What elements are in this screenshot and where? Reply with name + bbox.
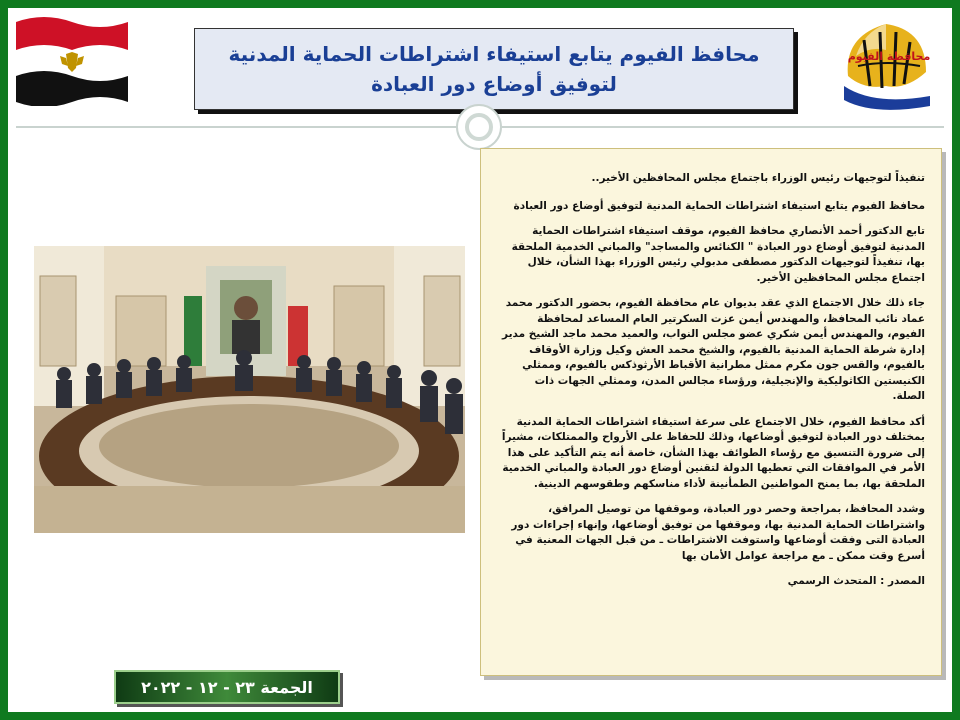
meeting-room-photo [34,246,465,533]
fayoum-governorate-logo [834,16,938,112]
logo-text: محافظة الفيوم [847,50,931,63]
article-paragraph: جاء ذلك خلال الاجتماع الذي عقد بديوان عام محافظة الفيوم، بحضور الدكتور محمد عماد نائب المحافظ، والمهندس أيمن عزت السكرتير العام المساعد لمحافظة الفيوم، والمهندس أيمن شكري عضو مجلس النواب، والعميد محمد ماجد الشيخ مدير إدارة شرطة الحماية المدنية بالفيوم، والشيخ محمد العش وكيل وزارة الأوقاف بالفيوم، والقس جون مكرم ممثل مطرانية الأقباط الأرثوذكس بالفيوم، وممثلي الكنيستين الكاثوليكية والإنجيلية، ورؤساء مجالس المدن، وممثلي الجهات ذات الصلة. [502,297,925,402]
article-source: المصدر : المتحدث الرسمي [787,575,925,587]
date-banner [114,670,340,704]
egypt-flag-icon [16,12,128,106]
divider-ornament-icon [456,104,502,150]
article-subtitle: محافظ الفيوم يتابع استيفاء اشتراطات الحماية المدنية لتوفيق أوضاع دور العبادة [513,199,925,212]
publish-date: الجمعة ٢٣ - ١٢ - ٢٠٢٢ [141,677,313,697]
page-title: محافظ الفيوم يتابع استيفاء اشتراطات الحماية المدنية لتوفيق أوضاع دور العبادة [228,42,760,96]
slide [8,8,952,712]
title-box [194,28,794,110]
article-lead: تنفيذاً لتوجيهات رئيس الوزراء باجتماع مجلس المحافظين الأخير.. [591,172,925,184]
article-card [480,148,942,676]
article-paragraph: أكد محافظ الفيوم، خلال الاجتماع على سرعة استيفاء اشتراطات الحماية المدنية بمختلف دور العبادة لتوفيق أوضاعها، وذلك للحفاظ على الأرواح والممتلكات، مشيراً إلى ضرورة التنسيق مع رؤساء الطوائف بهذا الشأن، خاصة أنه يتم التأكيد على هذا الأمر في الموافقات التي تعطيها الدولة لتقنين أوضاع دور العبادة والمباني الخدمية الملحقة بها، بما يمنح المواطنين الطمأنينة لأداء مناسكهم وطقوسهم الدينية. [501,415,925,490]
article-paragraph: تابع الدكتور أحمد الأنصاري محافظ الفيوم، موقف استيفاء اشتراطات الحماية المدنية لتوفيق أوضاع دور العبادة " الكنائس والمساجد" والمباني الخدمية الملحقة بها، تنفيذاً لتوجيهات الدكتور مصطفى مدبولي رئيس الوزراء بهذا الشأن، خلال اجتماع مجلس المحافظين الأخير. [511,225,925,284]
article-paragraph: وشدد المحافظ، بمراجعة وحصر دور العبادة، وموقفها من توصيل المرافق، واشتراطات الحماية المدنية بها، وموقفها من توفيق أوضاعها، وإنهاء إجراءات دور العبادة التى وفقت أوضاعها واستوفت الاشتراطات ـ من قبل الجهات المعنية في أسرع وقت ممكن ـ مع مراجعة عوامل الأمان بها [511,503,925,562]
